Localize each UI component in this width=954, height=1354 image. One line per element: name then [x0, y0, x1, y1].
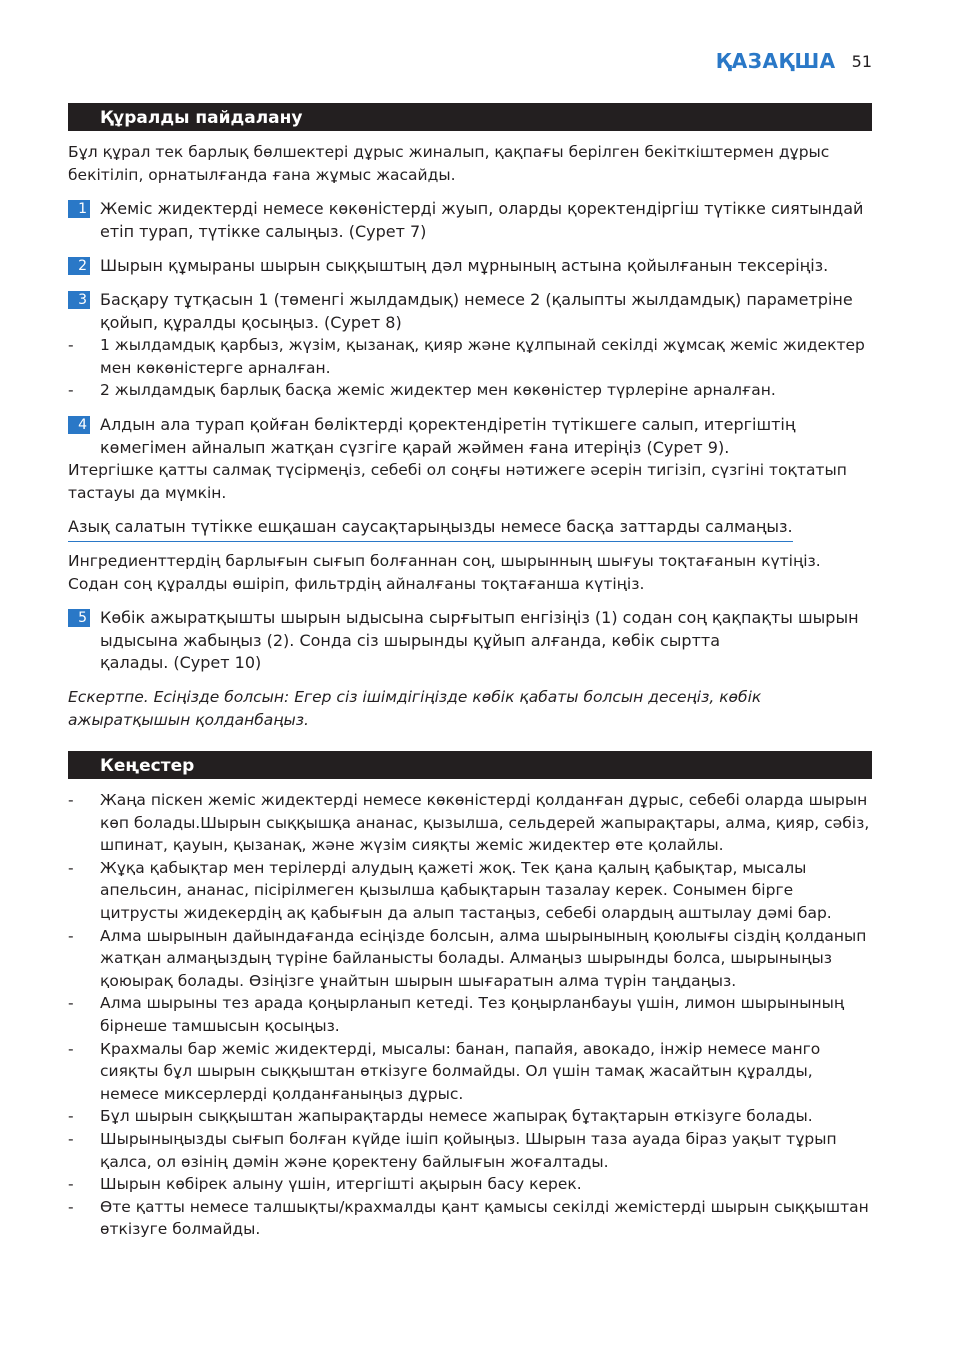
step-1-text: Жеміс жидектерді немесе көкөністерді жуып, оларды қоректендіргіш түтікке сиятындай етіп турап, түтікке салыңыз. (Сурет 7) [100, 199, 864, 241]
step-3 [68, 289, 874, 402]
language-label: ҚАЗАҚША [715, 49, 836, 73]
note-block [68, 686, 874, 731]
after-warning-text: Ингредиенттердің барлығын сығып болғаннан соң, шырынның шығуы тоқтағанын күтіңіз. Содан соң құралды өшіріп, фильтрдің айналғаны тоқтағанша күтіңіз. [68, 552, 821, 593]
step-2 [68, 255, 874, 278]
step-4-note: Итергішке қатты салмақ түсірмеңіз, себебі ол соңғы нәтижеге әсерін тигізіп, сүзгіні тоқтатып тастауы да мүмкін. [68, 461, 847, 502]
warning-block [68, 516, 874, 542]
step-5 [68, 607, 874, 675]
tip-item: - Алма шырынын дайындағанда есіңізде болсын, алма шырынының қоюлығы сіздің қолданып жатқан алмаңыздың түріне байланысты болады. Алмаңыз шырынды болса, шырыныңыз қоюырақ болады. Өзіңізге ұнайтын шырын шығаратын алма түрін таңдаңыз. [68, 925, 874, 993]
step-number-3: 3 [68, 291, 90, 309]
intro-paragraph [68, 141, 874, 186]
step-5-text: Көбік ажыратқышты шырын ыдысына сырғытып енгізіңіз (1) содан соң қақпақты шырын ыдысына жабыңыз (2). Сонда сіз шырынды құйып алғанда, көбік сыртта [100, 608, 859, 650]
note-text: Ескертпе. Есіңізде болсын: Егер сіз ішімдігіңізде көбік қабаты болсын десеңіз, көбік ажыратқышын қолданбаңыз. [68, 688, 762, 729]
step-4 [68, 414, 874, 504]
step-1 [68, 198, 874, 243]
tip-item: - Алма шырыны тез арада қоңырланып кетеді. Тез қоңырланбауы үшін, лимон шырынының бірнеше тамшысын қосыңыз. [68, 992, 874, 1037]
section-heading-tips: Кеңестер [68, 751, 872, 779]
tip-item: - Крахмалы бар жеміс жидектерді, мысалы: банан, папайя, авокадо, інжір немесе манго сияқты бұл шырын сыққыштан өткізуге болмайды. Ол үшін тамақ жасайтын құралды, немесе миксерлерді қолданғаныңыз дұрыс. [68, 1038, 874, 1106]
tip-item: - Шырыныңызды сығып болған күйде ішіп қойыңыз. Шырын таза ауада біраз уақыт тұрып қалса, ол өзінің дәмін және қоректену байлығын жоғалтады. [68, 1128, 874, 1173]
section-heading-usage: Құралды пайдалану [68, 103, 872, 131]
step-number-4: 4 [68, 416, 90, 434]
step-3-bullet-1: - 1 жылдамдық қарбыз, жүзім, қызанақ, қияр және құлпынай секілді жұмсақ жеміс жидектер мен көкөністерге арналған. [68, 334, 874, 379]
step-5-text-end: қалады. (Сурет 10) [100, 653, 262, 673]
after-warning-paragraph [68, 550, 874, 595]
step-number-2: 2 [68, 257, 90, 275]
step-number-1: 1 [68, 200, 90, 218]
step-4-text: Алдын ала турап қойған бөліктерді қоректендіретін түтікшеге салып, итергіштің көмегімен айналып жатқан сүзгіге қарай жәймен ғана итеріңіз (Сурет 9). [100, 415, 796, 457]
tip-item: - Жұқа қабықтар мен терілерді алудың қажеті жоқ. Тек қана қалың қабықтар, мысалы апельсин, ананас, пісірілмеген қызылша қабықтарын тазалау керек. Сонымен бірге цитрусты жидекердің ақ қабығын да алып тастаңыз, себебі олардың аштылау дәмі бар. [68, 857, 874, 925]
intro-text: Бұл құрал тек барлық бөлшектері дұрыс жиналып, қақпағы берілген бекіткіштермен дұрыс бекітіліп, орнатылғанда ғана жұмыс жасайды. [68, 143, 830, 184]
step-3-bullet-2: - 2 жылдамдық барлық басқа жеміс жидектер мен көкөністер түрлеріне арналған. [68, 379, 874, 402]
page-header [716, 46, 872, 76]
step-2-text: Шырын құмыраны шырын сыққыштың дәл мұрнының астына қойылғанын тексеріңіз. [100, 256, 829, 275]
step-3-text: Басқару тұтқасын 1 (төменгі жылдамдық) немесе 2 (қалыпты жылдамдық) параметріне қойып, құралды қосыңыз. (Сурет 8) [100, 290, 853, 332]
page-number: 51 [851, 51, 872, 71]
tip-item: - Жаңа піскен жеміс жидектерді немесе көкөністерді қолданған дұрыс, себебі оларда шырын көп болады.Шырын сыққышқа ананас, қызылша, сельдерей жапырақтары, алма, қияр, сәбіз, шпинат, қауын, қызанақ, және жүзім сияқты жеміс жидектер өте қолайлы. [68, 789, 874, 857]
warning-text: Азық салатын түтікке ешқашан саусақтарыңызды немесе басқа заттарды салмаңыз. [68, 516, 793, 542]
tip-item: - Өте қатты немесе талшықты/крахмалды қант қамысы секілді жемістерді шырын сыққыштан өткізуге болмайды. [68, 1196, 874, 1241]
tips-list [68, 789, 874, 1241]
tip-item: - Шырын көбірек алыну үшін, итергішті ақырын басу керек. [68, 1173, 874, 1196]
step-number-5: 5 [68, 609, 90, 627]
tip-item: - Бұл шырын сыққыштан жапырақтарды немесе жапырақ бұтақтарын өткізуге болады. [68, 1105, 874, 1128]
